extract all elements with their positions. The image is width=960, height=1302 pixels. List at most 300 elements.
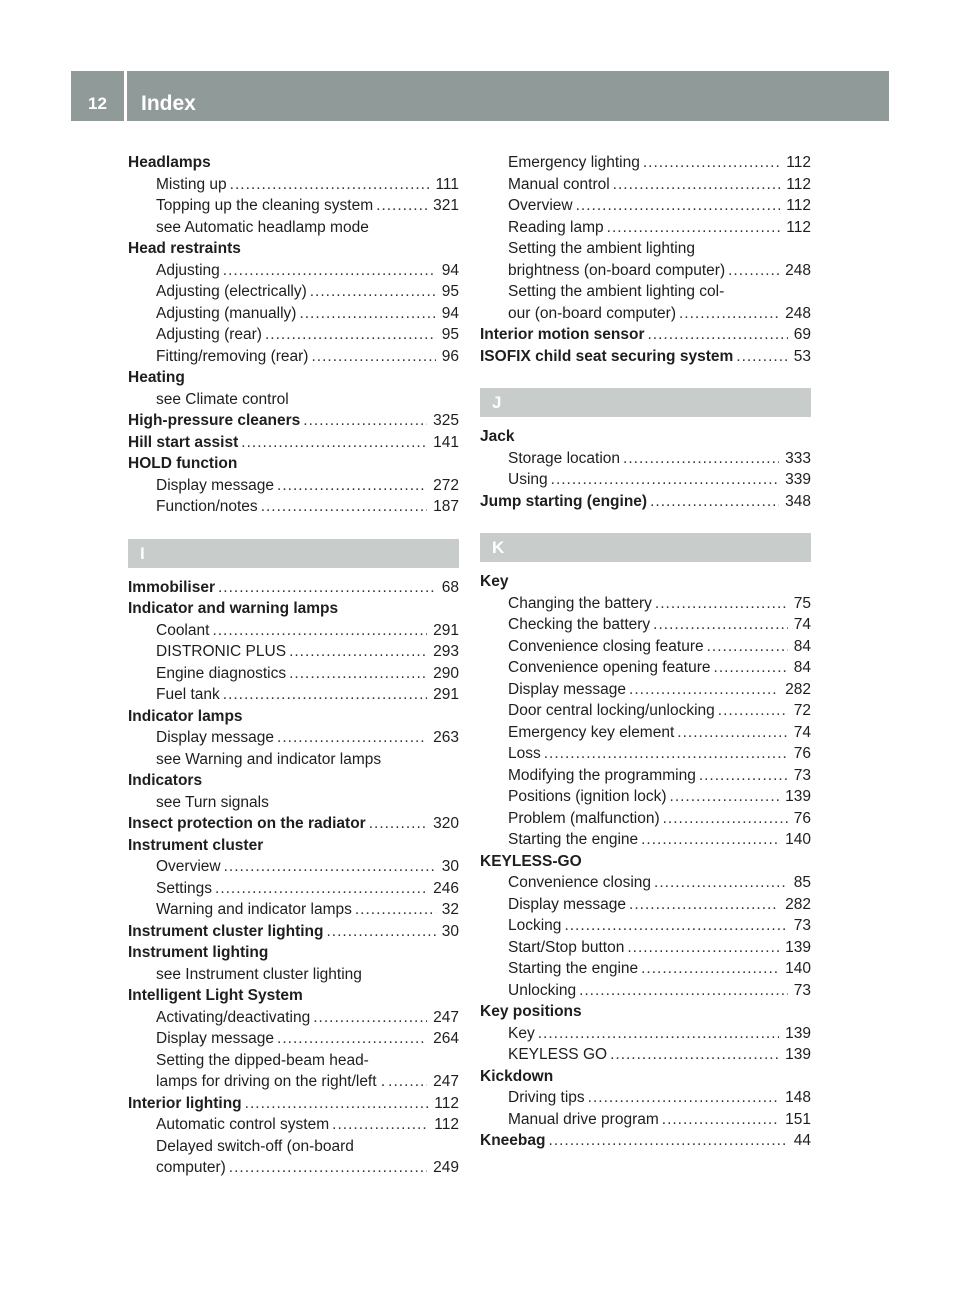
dot-leader <box>728 260 779 282</box>
entry-label: Modifying the programming <box>508 766 696 784</box>
index-entry <box>128 942 459 964</box>
entry-label: Fuel tank <box>156 686 220 703</box>
page-reference: 94 <box>441 261 459 279</box>
page-reference: 44 <box>793 1132 811 1149</box>
index-subentry <box>480 303 811 325</box>
page-reference: 73 <box>793 917 811 934</box>
index-subentry <box>480 786 811 808</box>
entry-label: Intelligent Light System <box>128 987 303 1004</box>
index-subentry <box>480 469 811 491</box>
entry-label: Manual drive program <box>508 1110 659 1128</box>
dot-leader <box>629 894 779 916</box>
entry-label: Interior motion sensor <box>480 326 645 343</box>
index-entry <box>128 1093 459 1115</box>
entry-label: Key <box>508 1024 535 1042</box>
entry-label: Manual control <box>508 175 610 193</box>
entry-label: see Automatic headlamp mode <box>156 218 369 236</box>
index-entry <box>128 598 459 620</box>
index-subentry <box>128 663 459 685</box>
page-reference: 84 <box>793 659 811 676</box>
index-subentry <box>480 872 811 894</box>
section-title: Index <box>141 92 196 115</box>
dot-leader <box>718 700 788 722</box>
page-reference: 73 <box>793 981 811 999</box>
page-reference: 85 <box>793 874 811 891</box>
entry-label: Problem (malfunction) <box>508 809 660 827</box>
page-reference: 72 <box>793 702 811 719</box>
index-entry <box>128 453 459 475</box>
entry-label: Storage location <box>508 449 621 467</box>
index-entry <box>480 571 811 593</box>
dot-leader <box>576 195 781 217</box>
dot-leader <box>303 410 427 432</box>
entry-label: Using <box>508 471 548 488</box>
page-reference: 32 <box>441 901 459 918</box>
entry-label: Convenience opening feature <box>508 659 711 676</box>
dot-leader <box>332 1114 428 1136</box>
page-reference: 139 <box>785 938 811 956</box>
index-subentry <box>480 448 811 470</box>
index-subentry <box>480 1044 811 1066</box>
entry-label: computer) <box>156 1159 226 1176</box>
index-entry <box>480 851 811 873</box>
index-entry <box>128 577 459 599</box>
page-reference: 290 <box>433 664 459 682</box>
index-subentry <box>480 260 811 282</box>
dot-leader <box>679 303 779 325</box>
page-reference: 112 <box>786 197 811 214</box>
page-reference: 84 <box>793 637 811 655</box>
entry-label: brightness (on-board computer) <box>508 261 726 279</box>
entry-label: Changing the battery <box>508 594 652 612</box>
dot-leader <box>277 727 427 749</box>
page-reference: 112 <box>434 1094 459 1112</box>
index-subentry <box>480 937 811 959</box>
entry-label: Adjusting (rear) <box>156 326 262 343</box>
page-reference: 95 <box>441 326 459 343</box>
index-subentry <box>128 1136 459 1158</box>
dot-leader <box>650 491 779 513</box>
index-subentry <box>480 808 811 830</box>
entry-label: Kneebag <box>480 1132 546 1149</box>
page-reference: 264 <box>433 1030 459 1047</box>
index-entry <box>128 985 459 1007</box>
entry-label: Adjusting (electrically) <box>156 283 307 300</box>
entry-label: Display message <box>508 680 627 698</box>
page-reference: 112 <box>786 154 811 171</box>
index-subentry <box>480 894 811 916</box>
page-reference: 320 <box>433 815 459 832</box>
index-entry <box>128 770 459 792</box>
index-entry <box>128 410 459 432</box>
dot-leader <box>212 620 427 642</box>
page-reference: 263 <box>433 729 459 746</box>
dot-leader <box>736 346 787 368</box>
entry-label: Coolant <box>156 621 210 639</box>
entry-label: Headlamps <box>128 154 211 171</box>
entry-label: Activating/deactivating <box>156 1008 311 1026</box>
index-subentry <box>128 1050 459 1072</box>
dot-leader <box>230 174 430 196</box>
dot-leader <box>218 577 436 599</box>
entry-label: Overview <box>156 858 221 875</box>
index-entry <box>128 238 459 260</box>
page-reference: 68 <box>441 578 459 596</box>
page-reference: 76 <box>793 745 811 762</box>
entry-label: Indicator and warning lamps <box>128 600 339 617</box>
dot-leader <box>223 684 427 706</box>
index-subentry <box>480 1087 811 1109</box>
dot-leader <box>707 636 788 658</box>
entry-label: Instrument lighting <box>128 944 269 961</box>
dot-leader <box>655 593 788 615</box>
section-letter-heading: I <box>128 539 459 568</box>
dot-leader <box>265 324 436 346</box>
index-subentry <box>128 792 459 814</box>
index-subentry <box>128 260 459 282</box>
entry-label: Function/notes <box>156 498 258 515</box>
entry-label: see Turn signals <box>156 793 269 811</box>
dot-leader <box>629 679 779 701</box>
entry-label: Instrument cluster <box>128 836 264 854</box>
dot-leader <box>564 915 787 937</box>
entry-label: High-pressure cleaners <box>128 412 301 429</box>
dot-leader <box>376 195 427 217</box>
page-reference: 140 <box>785 831 811 848</box>
dot-leader <box>627 937 779 959</box>
index-subentry <box>128 749 459 771</box>
dot-leader <box>714 657 788 679</box>
entry-label: Delayed switch-off (on-board <box>156 1137 354 1155</box>
dot-leader <box>369 813 427 835</box>
dot-leader <box>224 856 436 878</box>
index-subentry <box>128 1114 459 1136</box>
page-reference: 73 <box>793 766 811 784</box>
entry-label: Display message <box>508 895 627 913</box>
entry-label: Misting up <box>156 175 227 193</box>
index-entry <box>128 152 459 174</box>
section-letter-heading: K <box>480 533 811 562</box>
index-subentry <box>480 1109 811 1131</box>
index-entry <box>128 432 459 454</box>
index-entry <box>128 367 459 389</box>
index-subentry <box>128 620 459 642</box>
index-subentry <box>480 217 811 239</box>
entry-label: Heating <box>128 369 185 386</box>
index-entry <box>480 426 811 448</box>
index-subentry <box>480 281 811 303</box>
page-reference: 339 <box>785 471 811 488</box>
entry-label: Adjusting <box>156 261 220 279</box>
entry-label: Interior lighting <box>128 1094 242 1112</box>
dot-leader <box>579 980 788 1002</box>
page-reference: 291 <box>433 621 459 639</box>
entry-label: Warning and indicator lamps <box>156 901 352 918</box>
index-entry <box>480 491 811 513</box>
page-reference: 148 <box>785 1089 811 1106</box>
page-reference: 112 <box>786 218 811 236</box>
index-subentry <box>480 722 811 744</box>
index-subentry <box>128 856 459 878</box>
index-subentry <box>128 1007 459 1029</box>
index-column-left <box>128 152 459 1179</box>
dot-leader <box>548 1130 787 1152</box>
index-subentry <box>480 743 811 765</box>
index-subentry <box>128 684 459 706</box>
entry-label: Convenience closing <box>508 874 652 891</box>
index-entry <box>480 1001 811 1023</box>
dot-leader <box>588 1087 779 1109</box>
dot-leader <box>261 496 427 518</box>
page-reference: 74 <box>793 723 811 741</box>
page-reference: 96 <box>441 347 459 365</box>
dot-leader <box>677 722 787 744</box>
dot-leader <box>311 346 435 368</box>
index-subentry <box>480 593 811 615</box>
entry-label: Jack <box>480 428 515 445</box>
page-number: 12 <box>88 94 107 113</box>
index-entry <box>480 346 811 368</box>
page-reference: 151 <box>785 1110 811 1128</box>
entry-label: Head restraints <box>128 240 241 257</box>
entry-label: Insect protection on the radiator <box>128 815 366 832</box>
dot-leader <box>289 641 427 663</box>
entry-label: Fitting/removing (rear) <box>156 347 309 365</box>
entry-label: DISTRONIC PLUS <box>156 643 287 660</box>
page-reference: 139 <box>785 1046 811 1063</box>
index-subentry <box>480 657 811 679</box>
entry-label: Loss <box>508 745 541 762</box>
index-subentry <box>128 217 459 239</box>
index-entry <box>480 324 811 346</box>
entry-label: Indicator lamps <box>128 707 243 725</box>
page-reference: 246 <box>433 879 459 897</box>
section-letter-heading: J <box>480 388 811 417</box>
entry-label: Topping up the cleaning system <box>156 197 374 214</box>
index-subentry <box>128 281 459 303</box>
index-column-right <box>480 152 811 1152</box>
index-subentry <box>128 899 459 921</box>
index-subentry <box>128 174 459 196</box>
entry-label: Setting the ambient lighting col- <box>508 283 725 300</box>
page-reference: 293 <box>433 643 459 660</box>
page-reference: 247 <box>433 1008 459 1026</box>
entry-label: Driving tips <box>508 1089 585 1106</box>
page-reference: 282 <box>785 895 811 913</box>
index-subentry <box>128 303 459 325</box>
index-subentry <box>128 1157 459 1179</box>
index-entry <box>128 921 459 943</box>
page-reference: 325 <box>433 412 459 429</box>
entry-label: Key <box>480 573 509 590</box>
page-reference: 30 <box>441 858 459 875</box>
dot-leader <box>215 878 427 900</box>
entry-label: Locking <box>508 917 562 934</box>
page-reference: 321 <box>433 197 459 214</box>
index-subentry <box>480 614 811 636</box>
page-reference: 291 <box>433 686 459 703</box>
entry-label: Reading lamp <box>508 218 604 236</box>
dot-leader <box>277 1028 427 1050</box>
index-subentry <box>480 195 811 217</box>
entry-label: Display message <box>156 476 275 494</box>
page-reference: 30 <box>441 922 459 940</box>
dot-leader <box>544 743 788 765</box>
page-reference: 112 <box>786 175 811 193</box>
entry-label: Checking the battery <box>508 616 651 633</box>
entry-label: KEYLESS GO <box>508 1046 608 1063</box>
page-reference: 272 <box>433 476 459 494</box>
page-reference: 95 <box>441 283 459 300</box>
index-subentry <box>480 636 811 658</box>
dot-leader <box>229 1157 427 1179</box>
dot-leader <box>310 281 436 303</box>
page-reference: 348 <box>785 492 811 510</box>
entry-label: Unlocking <box>508 981 577 999</box>
entry-label: ISOFIX child seat securing system <box>480 347 734 365</box>
entry-label: HOLD function <box>128 455 238 472</box>
index-subentry <box>480 152 811 174</box>
index-entry <box>128 835 459 857</box>
entry-label: Kickdown <box>480 1067 554 1085</box>
entry-label: see Climate control <box>156 390 289 408</box>
entry-label: Engine diagnostics <box>156 664 287 682</box>
dot-leader <box>623 448 779 470</box>
page-reference: 249 <box>433 1159 459 1176</box>
entry-label: Key positions <box>480 1003 582 1020</box>
page-reference: 140 <box>785 960 811 977</box>
entry-label: see Instrument cluster lighting <box>156 965 362 983</box>
dot-leader <box>326 921 435 943</box>
dot-leader <box>538 1023 779 1045</box>
page-reference: 75 <box>793 594 811 612</box>
dot-leader <box>654 872 788 894</box>
entry-label: Starting the engine <box>508 831 639 848</box>
entry-label: lamps for driving on the right/left . <box>156 1073 386 1090</box>
page-reference: 139 <box>785 1024 811 1042</box>
dot-leader <box>643 152 780 174</box>
page-reference: 248 <box>785 304 811 322</box>
index-entry <box>480 1066 811 1088</box>
index-subentry <box>128 324 459 346</box>
entry-label: Automatic control system <box>156 1116 330 1133</box>
dot-leader <box>610 1044 779 1066</box>
entry-label: Overview <box>508 197 573 214</box>
page-reference: 248 <box>785 261 811 279</box>
dot-leader <box>277 475 427 497</box>
index-subentry <box>128 964 459 986</box>
page-reference: 76 <box>793 809 811 827</box>
entry-label: Immobiliser <box>128 578 215 596</box>
index-subentry <box>128 878 459 900</box>
page-reference: 74 <box>793 616 811 633</box>
dot-leader <box>613 174 781 196</box>
dot-leader <box>245 1093 429 1115</box>
dot-leader <box>670 786 780 808</box>
page-reference: 94 <box>441 304 459 322</box>
header-divider <box>124 71 127 121</box>
entry-label: Starting the engine <box>508 960 639 977</box>
dot-leader <box>663 808 788 830</box>
dot-leader <box>641 958 779 980</box>
page-reference: 141 <box>433 433 459 451</box>
index-subentry <box>480 958 811 980</box>
dot-leader <box>551 469 779 491</box>
index-subentry <box>480 174 811 196</box>
index-subentry <box>480 980 811 1002</box>
page-reference: 282 <box>785 680 811 698</box>
page-reference: 69 <box>793 326 811 343</box>
entry-label: Display message <box>156 1030 275 1047</box>
index-subentry <box>128 346 459 368</box>
dot-leader <box>607 217 781 239</box>
index-subentry <box>128 641 459 663</box>
index-subentry <box>128 496 459 518</box>
index-entry <box>128 813 459 835</box>
index-subentry <box>480 238 811 260</box>
entry-label: see Warning and indicator lamps <box>156 750 382 768</box>
index-subentry <box>128 1028 459 1050</box>
page-reference: 112 <box>434 1116 459 1133</box>
entry-label: Instrument cluster lighting <box>128 922 324 940</box>
entry-label: Indicators <box>128 772 203 789</box>
dot-leader <box>241 432 427 454</box>
dot-leader <box>662 1109 779 1131</box>
index-subentry <box>480 829 811 851</box>
index-subentry <box>128 727 459 749</box>
index-subentry <box>128 475 459 497</box>
page-reference: 111 <box>435 175 459 193</box>
index-entry <box>128 706 459 728</box>
dot-leader <box>641 829 779 851</box>
dot-leader <box>388 1071 427 1093</box>
entry-label: Jump starting (engine) <box>480 492 648 510</box>
entry-label: Convenience closing feature <box>508 637 704 655</box>
entry-label: Door central locking/unlocking <box>508 702 715 719</box>
index-entry <box>480 1130 811 1152</box>
dot-leader <box>648 324 788 346</box>
page-reference: 139 <box>785 788 811 805</box>
dot-leader <box>289 663 427 685</box>
index-subentry <box>128 1071 459 1093</box>
entry-label: Setting the ambient lighting <box>508 240 695 257</box>
page-header <box>71 71 889 121</box>
entry-label: Start/Stop button <box>508 938 625 956</box>
dot-leader <box>299 303 435 325</box>
dot-leader <box>223 260 436 282</box>
entry-label: Emergency key element <box>508 723 675 741</box>
index-subentry <box>480 679 811 701</box>
index-subentry <box>480 765 811 787</box>
entry-label: Emergency lighting <box>508 154 640 171</box>
entry-label: Positions (ignition lock) <box>508 788 667 805</box>
entry-label: KEYLESS-GO <box>480 852 582 870</box>
dot-leader <box>653 614 788 636</box>
dot-leader <box>313 1007 427 1029</box>
dot-leader <box>699 765 788 787</box>
index-subentry <box>480 915 811 937</box>
index-subentry <box>128 389 459 411</box>
index-subentry <box>480 700 811 722</box>
entry-label: our (on-board computer) <box>508 304 676 322</box>
entry-label: Display message <box>156 729 275 746</box>
entry-label: Setting the dipped-beam head- <box>156 1051 369 1069</box>
entry-label: Hill start assist <box>128 433 239 451</box>
page-reference: 53 <box>793 347 811 365</box>
index-subentry <box>480 1023 811 1045</box>
index-subentry <box>128 195 459 217</box>
page-reference: 333 <box>785 449 811 467</box>
